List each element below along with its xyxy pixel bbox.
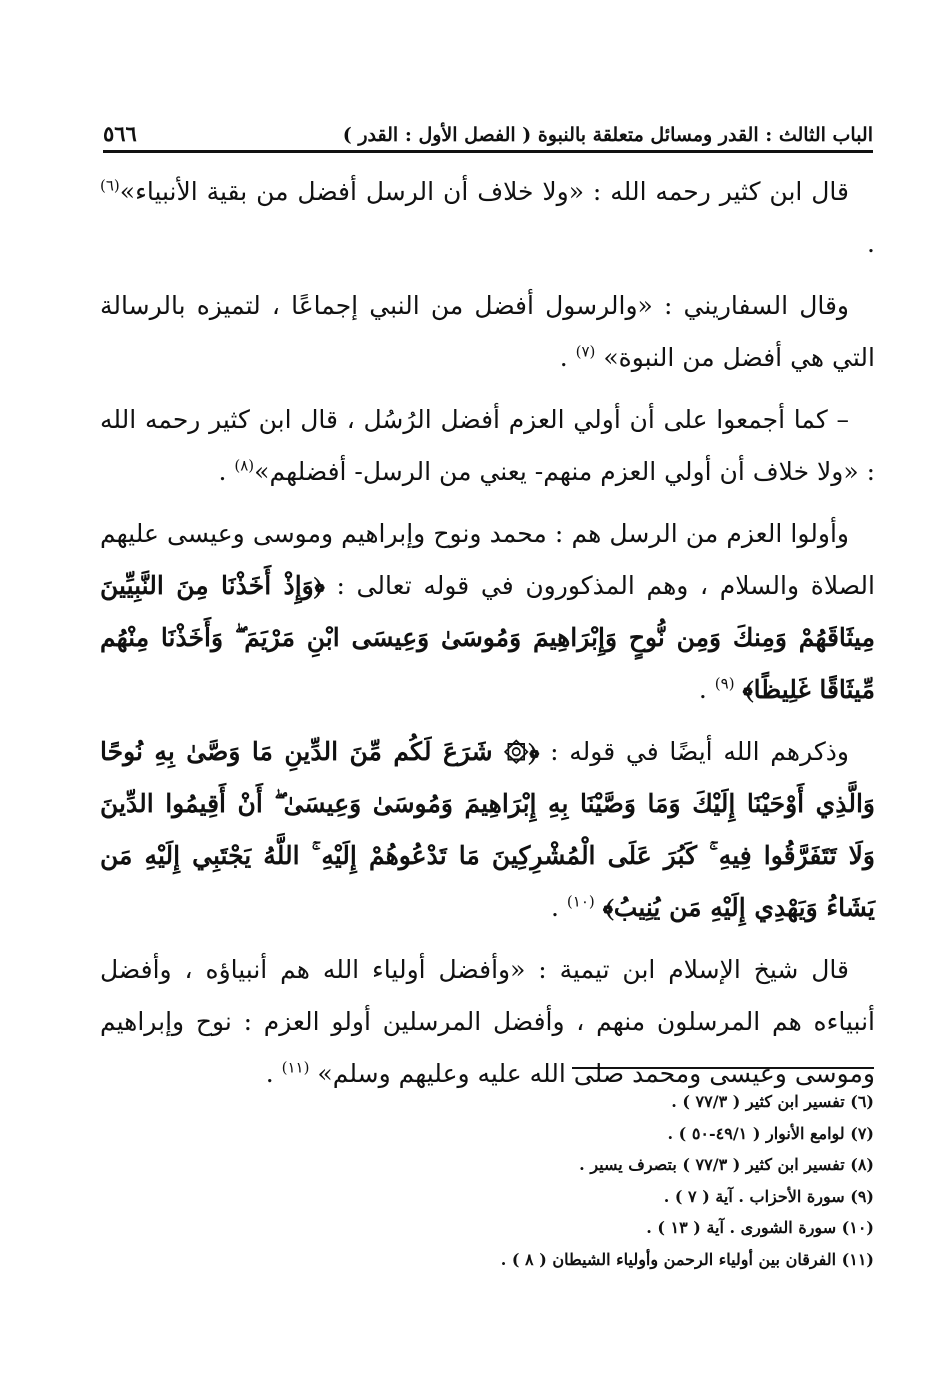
footnote-ref: (٩): [714, 674, 735, 693]
footnote-ref: (٦): [100, 176, 120, 195]
running-header: [103, 112, 873, 146]
footnote-item: (٧) لوامع الأنوار ( ٤٩/١-٥٠ ) .: [667, 1123, 874, 1143]
chapter-title: الباب الثالث : القدر ومسائل متعلقة بالنبوة ( الفصل الأول : القدر ): [342, 124, 873, 146]
paragraph-shura-verse: [100, 726, 875, 934]
footnote-ref: (٧): [575, 342, 596, 361]
footnote-item: (١١) الفرقان بين أولياء الرحمن وأولياء الشيطان ( ٨ ) .: [500, 1249, 874, 1269]
paragraph-text: قال شيخ الإسلام ابن تيمية : «وأفضل أولياء الله هم أنبياؤه ، وأفضل أنبياءه هم المرسلون منهم ، وأفضل المرسلين أولو العزم : نوح وإبراهيم وموسى وعيسى ومحمد صلى الله عليه وعليهم وسلم»: [100, 955, 875, 1088]
footnote-item: (١٠) سورة الشورى . آية ( ١٣ ) .: [646, 1218, 874, 1237]
footnote-divider: [572, 1067, 874, 1069]
paragraph-end: .: [559, 343, 568, 372]
paragraph-end: .: [551, 893, 559, 922]
paragraph-end: .: [698, 675, 707, 704]
main-text: [100, 166, 875, 1110]
paragraph-text: – كما أجمعوا على أن أولي العزم أفضل الرُسُل ، قال ابن كثير رحمه الله : «ولا خلاف أن أولي العزم منهم- يعني من الرسل- أفضلهم»: [100, 405, 875, 486]
quran-verse: ﴿۞ شَرَعَ لَكُم مِّنَ الدِّينِ مَا وَصَّىٰ بِهِ نُوحًا وَالَّذِي أَوْحَيْنَا إِلَيْكَ وَمَا وَصَّيْنَا بِهِ إِبْرَاهِيمَ وَمُوسَىٰ وَعِيسَىٰ ۖ أَنْ أَقِيمُوا الدِّينَ وَلَا تَتَفَرَّقُوا فِيهِ ۚ كَبُرَ عَلَى الْمُشْرِكِينَ مَا تَدْعُوهُمْ إِلَيْهِ ۚ اللَّهُ يَجْتَبِي إِلَيْهِ مَن يَشَاءُ وَيَهْدِي إِلَيْهِ مَن يُنِيبُ﴾: [100, 737, 875, 922]
header-divider: [103, 150, 873, 153]
page-number: ٥٦٦: [103, 121, 137, 146]
paragraph-ulul-azm-names: [100, 508, 875, 716]
footnote-ref: (٨): [234, 456, 255, 475]
footnote-item: (٩) سورة الأحزاب . آية ( ٧ ) .: [663, 1186, 874, 1206]
footnote-item: (٦) تفسير ابن كثير ( ٧٧/٣ ) .: [671, 1092, 874, 1111]
footnote-ref: (١٠): [566, 892, 595, 911]
paragraph-end: .: [265, 1059, 274, 1088]
paragraph-safarini: [100, 280, 875, 384]
footnote-item: (٨) تفسير ابن كثير ( ٧٧/٣ ) بتصرف يسير .: [579, 1155, 874, 1174]
paragraph-text: وذكرهم الله أيضًا في قوله :: [550, 737, 849, 766]
paragraph-end: .: [218, 457, 227, 486]
paragraph-text: وأولوا العزم من الرسل هم : محمد ونوح وإبراهيم وموسى وعيسى عليهم الصلاة والسلام ، وهم المذكورون في قوله تعالى :: [100, 519, 875, 600]
paragraph-ibn-kathir-rusul: [100, 166, 875, 270]
footnote-ref: (١١): [281, 1058, 310, 1077]
paragraph-text: قال ابن كثير رحمه الله : «ولا خلاف أن الرسل أفضل من بقية الأنبياء»: [119, 177, 849, 206]
footnotes: [300, 1086, 874, 1275]
paragraph-ibn-taymiyyah: [100, 944, 875, 1100]
paragraph-end: .: [867, 229, 875, 258]
quran-verse: ﴿وَإِذْ أَخَذْنَا مِنَ النَّبِيِّينَ مِيثَاقَهُمْ وَمِنكَ وَمِن نُّوحٍ وَإِبْرَاهِيمَ وَمُوسَىٰ وَعِيسَى ابْنِ مَرْيَمَ ۖ وَأَخَذْنَا مِنْهُم مِّيثَاقًا غَلِيظًا﴾: [100, 571, 875, 704]
paragraph-ulul-azm: [100, 394, 875, 498]
paragraph-text: وقال السفاريني : «والرسول أفضل من النبي إجماعًا ، لتميزه بالرسالة التي هي أفضل من النبوة»: [100, 291, 875, 372]
